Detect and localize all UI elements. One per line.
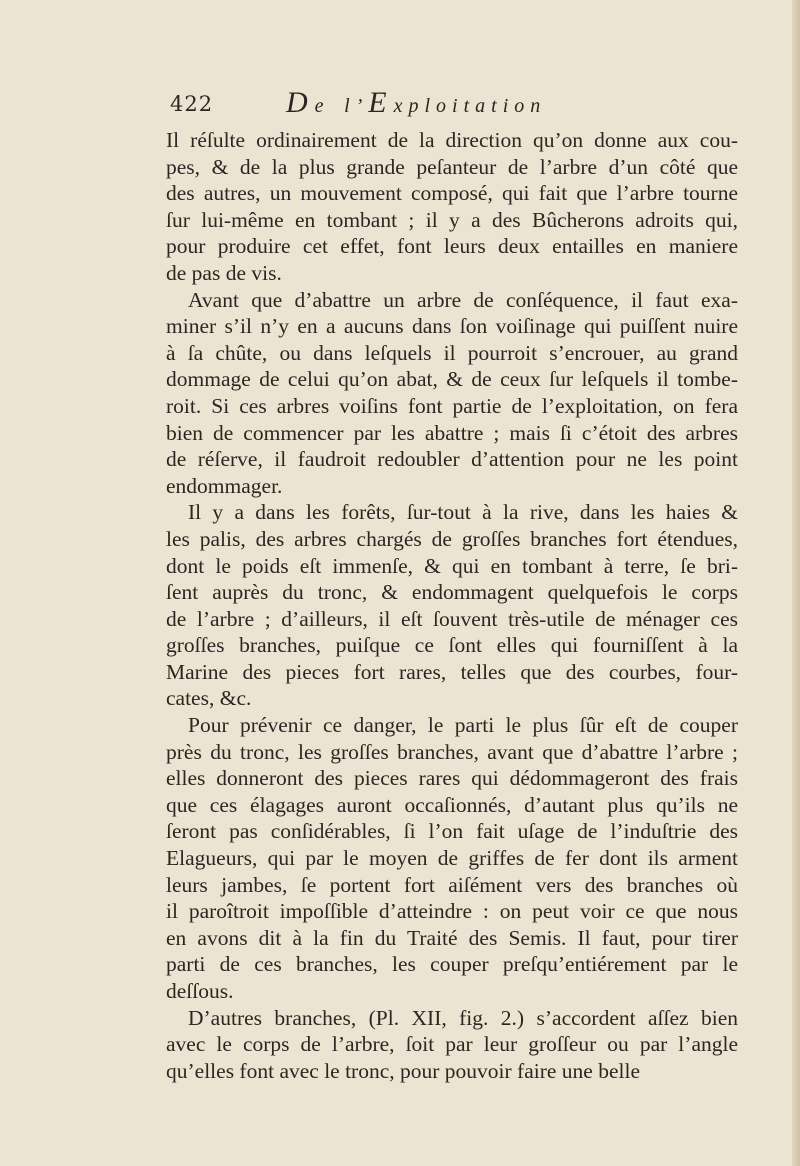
text-line: ſent auprès du tronc, & endommagent quelquefois le corps bbox=[166, 580, 738, 605]
text-line: leurs jambes, ſe portent fort aiſément vers des branches où bbox=[166, 872, 738, 897]
text-line: D’autres branches, (Pl. XII, fig. 2.) s’accordent aſſez bien bbox=[188, 1005, 738, 1030]
text-line: roit. Si ces arbres voiſins font partie de l’exploitation, on fera bbox=[166, 393, 738, 418]
text-line: miner s’il n’y en a aucuns dans ſon voiſinage qui puiſſent nuire bbox=[166, 314, 738, 339]
text-line: Elagueurs, qui par le moyen de griffes de fer dont ils arment bbox=[166, 846, 738, 871]
running-title-d: D bbox=[286, 86, 315, 119]
running-title-xploitation: xploitation bbox=[393, 95, 547, 117]
running-title-e: e bbox=[314, 95, 330, 117]
text-line: près du tronc, les groſſes branches, avant que d’abattre l’arbre ; bbox=[166, 739, 738, 764]
text-line: de réſerve, il faudroit redoubler d’attention pour ne les point bbox=[166, 447, 738, 472]
text-line: avec le corps de l’arbre, ſoit par leur groſſeur ou par l’angle bbox=[166, 1032, 738, 1057]
text-line: elles donneront des pieces rares qui dédommageront des frais bbox=[166, 766, 738, 791]
text-line: Avant que d’abattre un arbre de conſéquence, il faut exa- bbox=[188, 287, 738, 312]
paragraph bbox=[166, 287, 738, 500]
body-text bbox=[166, 127, 738, 1084]
text-line: de l’arbre ; d’ailleurs, il eſt ſouvent très-utile de ménager ces bbox=[166, 606, 738, 631]
text-line: groſſes branches, puiſque ce ſont elles qui fourniſſent à la bbox=[166, 633, 738, 658]
paragraph bbox=[166, 127, 738, 287]
text-line: pes, & de la plus grande peſanteur de l’arbre d’un côté que bbox=[166, 154, 738, 179]
text-line: ſur lui-même en tombant ; il y a des Bûcherons adroits qui, bbox=[166, 207, 738, 232]
running-title bbox=[286, 86, 546, 120]
text-line: les palis, des arbres chargés de groſſes branches fort étendues, bbox=[166, 526, 738, 551]
page-header bbox=[170, 86, 650, 122]
text-line: dont le poids eſt immenſe, & qui en tombant à terre, ſe bri- bbox=[166, 553, 738, 578]
text-line: il paroîtroit impoſſible d’atteindre : on peut voir ce que nous bbox=[166, 899, 738, 924]
text-line: Il y a dans les forêts, ſur-tout à la rive, dans les haies & bbox=[188, 500, 738, 525]
text-line: deſſous. bbox=[166, 979, 234, 1003]
text-line: endommager. bbox=[166, 473, 283, 498]
text-line: à ſa chûte, ou dans leſquels il pourroit s’encrouer, au grand bbox=[166, 340, 738, 365]
text-line: Pour prévenir ce danger, le parti le plus ſûr eſt de couper bbox=[188, 713, 738, 738]
text-line: de pas de vis. bbox=[166, 260, 282, 285]
text-line: cates, &c. bbox=[166, 686, 252, 711]
text-line: parti de ces branches, les couper preſqu’entiérement par le bbox=[166, 952, 738, 977]
page-number: 422 bbox=[170, 92, 214, 116]
text-line: des autres, un mouvement composé, qui fait que l’arbre tourne bbox=[166, 181, 738, 206]
paragraph bbox=[166, 499, 738, 712]
paragraph bbox=[166, 1005, 738, 1085]
text-line: dommage de celui qu’on abat, & de ceux ſur leſquels il tombe- bbox=[166, 367, 738, 392]
page-edge bbox=[792, 0, 800, 1166]
text-line: Il réſulte ordinairement de la direction qu’on donne aux cou- bbox=[166, 128, 738, 152]
running-title-e-initial: E bbox=[368, 86, 394, 119]
text-line: bien de commencer par les abattre ; mais ſi c’étoit des arbres bbox=[166, 420, 738, 445]
text-line: en avons dit à la fin du Traité des Semis. Il faut, pour tirer bbox=[166, 925, 738, 950]
running-title-l: l’ bbox=[344, 95, 369, 117]
text-line: ſeront pas conſidérables, ſi l’on fait uſage de l’induſtrie des bbox=[166, 819, 738, 844]
paragraph bbox=[166, 712, 738, 1005]
text-line: qu’elles font avec le tronc, pour pouvoir faire une belle bbox=[166, 1058, 641, 1083]
text-line: que ces élagages auront occaſionnés, d’autant plus qu’ils ne bbox=[166, 792, 738, 817]
text-line: pour produire cet effet, font leurs deux entailles en maniere bbox=[166, 234, 738, 259]
text-line: Marine des pieces fort rares, telles que des courbes, four- bbox=[166, 659, 738, 684]
